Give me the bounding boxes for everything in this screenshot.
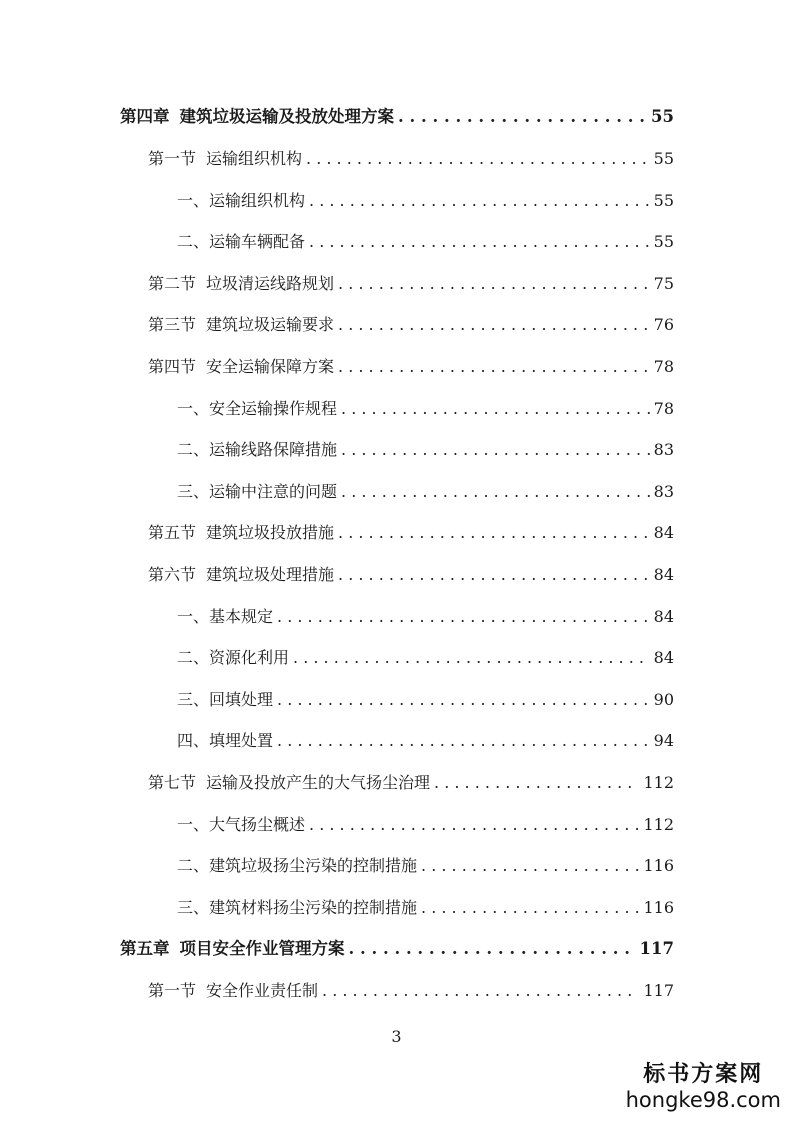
toc-title: 建筑垃圾处理措施 (206, 565, 335, 584)
toc-subsection[interactable] (177, 687, 674, 713)
toc-title: 运输中注意的问题 (209, 482, 338, 501)
toc-number: 第三节 (148, 315, 197, 334)
toc-page: 55 (653, 149, 674, 168)
toc-page: 116 (643, 898, 674, 917)
toc-chapter-5[interactable] (120, 936, 674, 962)
toc-page: 78 (653, 399, 674, 418)
toc-page: 112 (643, 773, 674, 792)
toc-number: 二、 (177, 440, 210, 459)
toc-page: 83 (653, 482, 674, 501)
toc-number: 第四节 (148, 357, 197, 376)
toc-title: 运输线路保障措施 (209, 440, 338, 459)
dot-leader (309, 229, 650, 255)
toc-page: 116 (643, 856, 674, 875)
toc-page: 84 (653, 523, 674, 542)
dot-leader (338, 271, 650, 297)
dot-leader (421, 895, 639, 921)
dot-leader (434, 770, 639, 796)
watermark-text: 标书方案网 (643, 1061, 764, 1087)
watermark-logo (626, 1057, 781, 1112)
toc-number: 一、 (177, 607, 210, 626)
toc-title: 垃圾清运线路规划 (206, 274, 335, 293)
toc-page: 117 (643, 981, 674, 1000)
toc-number: 二、 (177, 232, 210, 251)
toc-title: 建筑材料扬尘污染的控制措施 (209, 898, 418, 917)
toc-title: 建筑垃圾运输要求 (206, 315, 335, 334)
toc-title: 基本规定 (209, 607, 274, 626)
toc-title: 回填处理 (209, 690, 274, 709)
toc-subsection[interactable] (177, 728, 674, 754)
toc-title: 资源化利用 (209, 648, 290, 667)
dot-leader (306, 146, 650, 172)
toc-number: 三、 (177, 898, 210, 917)
toc-section[interactable] (148, 271, 674, 297)
toc-section[interactable] (148, 770, 674, 796)
toc-subsection[interactable] (177, 645, 674, 671)
dot-leader (341, 437, 650, 463)
toc-subsection[interactable] (177, 396, 674, 422)
toc-title: 运输及投放产生的大气扬尘治理 (206, 773, 431, 792)
toc-number: 三、 (177, 482, 210, 501)
toc-page: 94 (653, 731, 674, 750)
toc-page: 84 (653, 607, 674, 626)
toc-page: 84 (653, 648, 674, 667)
page-number: 3 (391, 1027, 402, 1046)
toc-number: 第五节 (148, 523, 197, 542)
toc-subsection[interactable] (177, 895, 674, 921)
toc-number: 一、 (177, 399, 210, 418)
dot-leader (338, 562, 650, 588)
toc-page: 117 (639, 939, 674, 958)
dot-leader (338, 520, 650, 546)
dot-leader (338, 354, 650, 380)
dot-leader (349, 936, 636, 962)
toc-page: 112 (643, 815, 674, 834)
toc-number: 二、 (177, 856, 210, 875)
toc-title: 安全运输操作规程 (209, 399, 338, 418)
toc-title: 建筑垃圾投放措施 (206, 523, 335, 542)
toc-title: 大气扬尘概述 (209, 815, 306, 834)
dot-leader (293, 645, 650, 671)
toc-title: 运输车辆配备 (209, 232, 306, 251)
dot-leader (421, 853, 639, 879)
toc-number: 一、 (177, 815, 210, 834)
toc-chapter-4[interactable] (120, 104, 674, 130)
toc-page: 76 (653, 315, 674, 334)
toc-title: 项目安全作业管理方案 (179, 939, 345, 958)
toc-section[interactable] (148, 354, 674, 380)
toc-page: 55 (653, 191, 674, 210)
toc-title: 安全作业责任制 (206, 981, 319, 1000)
toc-title: 建筑垃圾扬尘污染的控制措施 (209, 856, 418, 875)
dot-leader (277, 604, 650, 630)
watermark-url: hongke98.com (625, 1088, 781, 1112)
toc-number: 第一节 (148, 149, 197, 168)
toc-page: 55 (653, 232, 674, 251)
dot-leader (398, 104, 647, 130)
toc-page: 78 (653, 357, 674, 376)
toc-number: 第七节 (148, 773, 197, 792)
toc-subsection[interactable] (177, 853, 674, 879)
toc-subsection[interactable] (177, 437, 674, 463)
toc-number: 第一节 (148, 981, 197, 1000)
dot-leader (341, 479, 650, 505)
toc-page: 84 (653, 565, 674, 584)
toc-section[interactable] (148, 312, 674, 338)
dot-leader (309, 188, 650, 214)
toc-subsection[interactable] (177, 229, 674, 255)
dot-leader (322, 978, 639, 1004)
toc-title: 运输组织机构 (206, 149, 303, 168)
dot-leader (341, 396, 650, 422)
toc-number: 二、 (177, 648, 210, 667)
toc-section[interactable] (148, 978, 674, 1004)
toc-title: 运输组织机构 (209, 191, 306, 210)
toc-number: 第四章 (120, 107, 170, 126)
dot-leader (277, 687, 650, 713)
toc-number: 四、 (177, 731, 210, 750)
toc-page: 90 (653, 690, 674, 709)
toc-number: 第五章 (120, 939, 170, 958)
dot-leader (277, 728, 650, 754)
toc-section[interactable] (148, 562, 674, 588)
toc-number: 第二节 (148, 274, 197, 293)
toc-section[interactable] (148, 520, 674, 546)
dot-leader (309, 812, 639, 838)
toc-page: 75 (653, 274, 674, 293)
toc-subsection[interactable] (177, 479, 674, 505)
toc-page: 55 (651, 107, 674, 126)
toc-subsection[interactable] (177, 604, 674, 630)
toc-subsection[interactable] (177, 812, 674, 838)
toc-number: 第六节 (148, 565, 197, 584)
toc-title: 安全运输保障方案 (206, 357, 335, 376)
dot-leader (338, 312, 650, 338)
toc-number: 三、 (177, 690, 210, 709)
toc-title: 填埋处置 (209, 731, 274, 750)
toc-page: 83 (653, 440, 674, 459)
toc-section[interactable] (148, 146, 674, 172)
toc-number: 一、 (177, 191, 210, 210)
toc-title: 建筑垃圾运输及投放处理方案 (179, 107, 394, 126)
toc-subsection[interactable] (177, 188, 674, 214)
